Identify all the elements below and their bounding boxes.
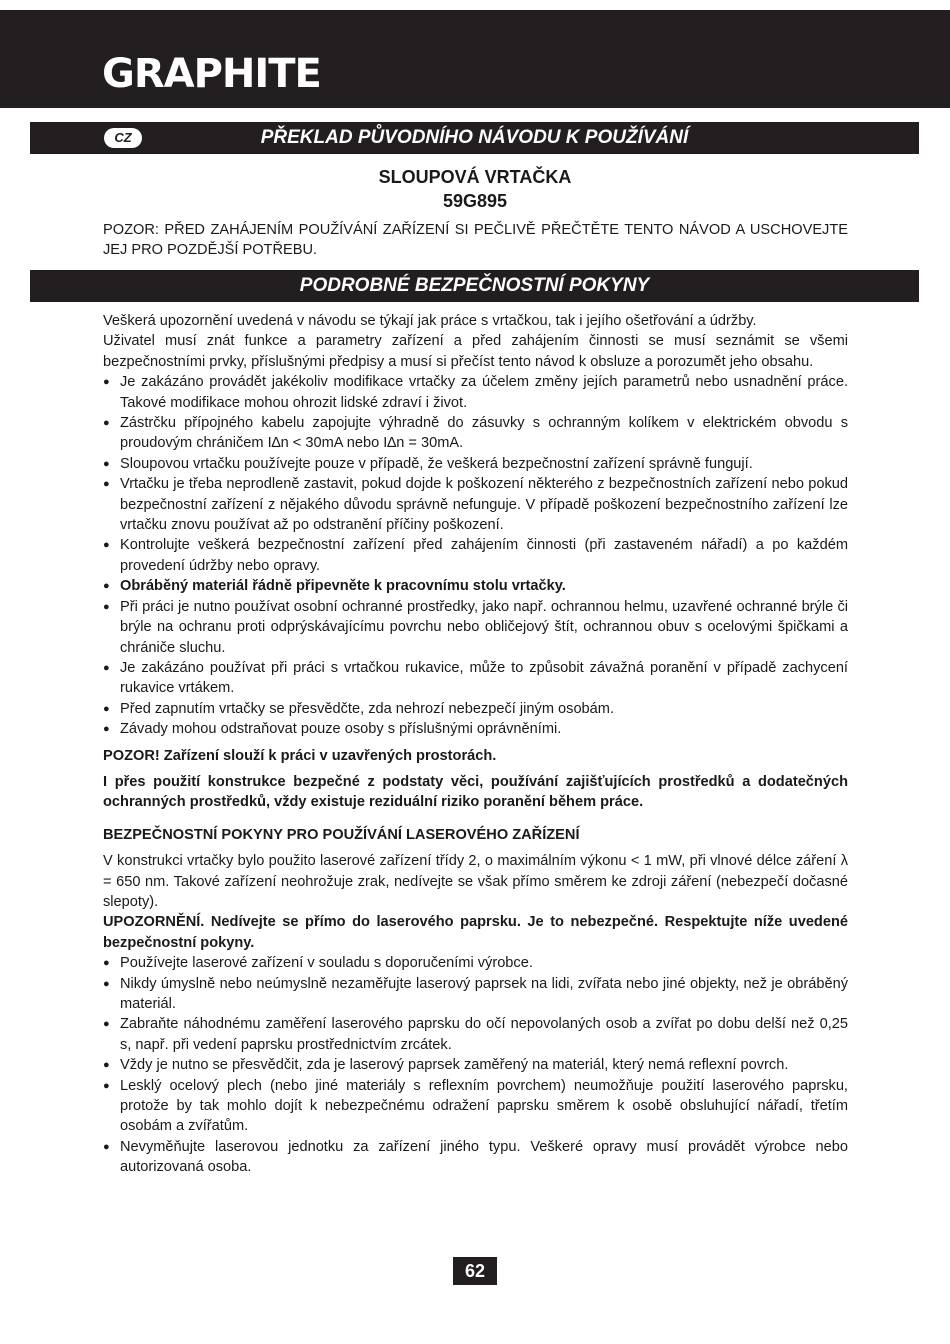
brand-logo: GRAPHITE: [102, 51, 321, 97]
list-item: ● Zástrčku přípojného kabelu zapojujte výhradně do zásuvky s ochranným kolíkem v elektrickém obvodu s proudovým chráničem I∆n < 30mA nebo I∆n = 30mA.: [103, 413, 848, 454]
list-item: ● Při práci je nutno používat osobní ochranné prostředky, jako např. ochrannou helmu, uzavřené ochranné brýle či brýle na ochranu proti odprýskávajícímu povrchu nebo obličejový štít, ochrannou obuv s ocelovými špičkami a chrániče sluchu.: [103, 597, 848, 658]
product-code: 59G895: [442, 191, 508, 211]
list-item: ● Zabraňte náhodnému zaměření laserového paprsku do očí nepovolaných osob a zvířat po dobu delší než 0,25 s, např. při vedení paprsku prostřednictvím zrcátek.: [103, 1014, 848, 1055]
laser-heading: BEZPEČNOSTNÍ POKYNY PRO POUŽÍVÁNÍ LASEROVÉHO ZAŘÍZENÍ: [103, 826, 580, 843]
intro-paragraph: Uživatel musí znát funkce a parametry zařízení a před zahájením činnosti se musí seznámit se všemi bezpečnostními prvky, příslušnými předpisy a musí si přečíst tento návod k obsluze a porozumět jeho obsahu.: [103, 333, 848, 370]
laser-warning: UPOZORNĚNÍ. Nedívejte se přímo do laserového paprsku. Je to nebezpečné. Respektujte níže uvedené bezpečnostní pokyny.: [103, 914, 848, 951]
page-header: [0, 10, 950, 108]
laser-intro: V konstrukci vrtačky bylo použito laserové zařízení třídy 2, o maximálním výkonu < 1 mW, při vlnové délce záření λ = 650 nm. Takové zařízení neohrožuje zrak, nedívejte se však přímo směrem ke zdroji záření (nebezpečí dočasné slepoty).: [103, 853, 848, 910]
list-item: ● Lesklý ocelový plech (nebo jiné materiály s reflexním povrchem) neumožňuje použití laserového paprsku, protože by tak mohlo dojít k nebezpečnému odražení paprsku směrem k osobě obsluhující nářadí, třetím osobám a zvířatům.: [103, 1076, 848, 1137]
product-name: SLOUPOVÁ VRTAČKA: [378, 167, 572, 187]
list-item: ● Sloupovou vrtačku používejte pouze v případě, že veškerá bezpečnostní zařízení správně fungují.: [103, 454, 848, 474]
list-item: ● Nikdy úmyslně nebo neúmyslně nezaměřujte laserový paprsek na lidi, zvířata nebo jiné objekty, než je obráběný materiál.: [103, 974, 848, 1015]
language-badge: CZ: [104, 128, 142, 148]
intro-paragraph: Veškerá upozornění uvedená v návodu se týkají jak práce s vrtačkou, tak i jejího ošetřování a údržby.: [103, 313, 757, 329]
list-item: ● Obráběný materiál řádně připevněte k pracovnímu stolu vrtačky.: [103, 576, 848, 596]
main-content: [103, 311, 848, 1178]
section-band: [30, 270, 919, 302]
list-item: ● Kontrolujte veškerá bezpečnostní zařízení před zahájením činnosti (při zastaveném nářadí) a po každém provedení údržby nebo opravy.: [103, 535, 848, 576]
top-warning-text: POZOR: PŘED ZAHÁJENÍM POUŽÍVÁNÍ ZAŘÍZENÍ SI PEČLIVĚ PŘEČTĚTE TENTO NÁVOD A USCHOVEJTE JEJ PRO POZDĚJŠÍ POTŘEBU.: [103, 222, 848, 259]
manual-title: PŘEKLAD PŮVODNÍHO NÁVODU K POUŽÍVÁNÍ: [260, 127, 689, 148]
title-band: [30, 122, 919, 154]
list-item: ● Nevyměňujte laserovou jednotku za zařízení jiného typu. Veškeré opravy musí provádět výrobce nebo autorizovaná osoba.: [103, 1137, 848, 1178]
list-item: ● Vrtačku je třeba neprodleně zastavit, pokud dojde k poškození některého z bezpečnostních zařízení nebo pokud bezpečnostní zařízení z nějakého důvodu správně nefunguje. V případě poškození bezpečnostního zařízení lze vrtačku znovu používat až po odstranění příčiny poškození.: [103, 474, 848, 535]
top-warning: [103, 220, 848, 261]
list-item: ● Před zapnutím vrtačky se přesvědčte, zda nehrozí nebezpečí jiným osobám.: [103, 699, 848, 719]
laser-list: [103, 953, 848, 1177]
note-residual-risk: I přes použití konstrukce bezpečné z podstaty věci, používání zajišťujících prostředků a dodatečných ochranných prostředků, vždy existuje reziduální riziko poranění během práce.: [103, 773, 848, 811]
list-item: ● Závady mohou odstraňovat pouze osoby s příslušnými oprávněními.: [103, 719, 848, 739]
list-item: ● Používejte laserové zařízení v souladu s doporučeními výrobce.: [103, 953, 848, 973]
list-item: ● Je zakázáno provádět jakékoliv modifikace vrtačky za účelem změny jejích parametrů nebo usnadnění práce. Takové modifikace mohou ohrozit lidské zdraví i život.: [103, 372, 848, 413]
list-item: ● Je zakázáno používat při práci s vrtačkou rukavice, může to způsobit závažná poranění v případě zachycení rukavice vrtákem.: [103, 658, 848, 699]
list-item: ● Vždy je nutno se přesvědčit, zda je laserový paprsek zaměřený na materiál, který nemá reflexní povrch.: [103, 1055, 848, 1075]
section-title: PODROBNÉ BEZPEČNOSTNÍ POKYNY: [299, 275, 650, 296]
note-indoor: POZOR! Zařízení slouží k práci v uzavřených prostorách.: [103, 747, 497, 764]
safety-list: [103, 372, 848, 739]
page-number: 62: [453, 1257, 497, 1285]
